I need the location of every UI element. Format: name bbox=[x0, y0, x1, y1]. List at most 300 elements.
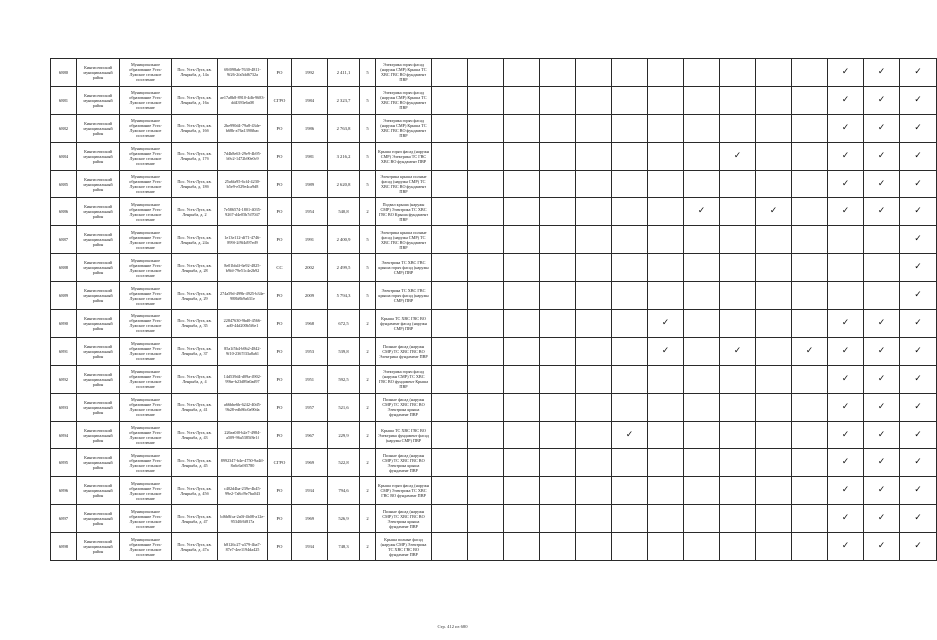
work-check-cell bbox=[468, 282, 504, 310]
row-number: 6884 bbox=[51, 142, 77, 170]
works-cell: Полные фасад (наружн СМР) ТС ХВС ГВС ВО Электрика фундамент ПВР bbox=[376, 337, 432, 365]
work-check-cell bbox=[756, 114, 792, 142]
year-cell: 1981 bbox=[292, 142, 328, 170]
work-check-cell bbox=[864, 282, 900, 310]
type-cell: РО bbox=[268, 533, 292, 561]
floors-cell: 5 bbox=[360, 282, 376, 310]
work-check-cell bbox=[432, 226, 468, 254]
year-cell: 1991 bbox=[292, 226, 328, 254]
guid-cell: ae17a8b8-8910-4db-9683-dd4393e6a08 bbox=[218, 86, 268, 114]
checkmark-icon: ✓ bbox=[841, 429, 850, 440]
work-check-cell bbox=[504, 254, 540, 282]
type-cell: СГРО bbox=[268, 86, 292, 114]
table-row bbox=[51, 198, 937, 226]
guid-cell: c402d4ba-239e-4b45-99e2-7a8cf9e7ba043 bbox=[218, 477, 268, 505]
settlement-cell: Муниципальное образование Усть-Лужское сельское поселение bbox=[120, 254, 172, 282]
year-cell: 1934 bbox=[292, 533, 328, 561]
work-check-cell bbox=[828, 282, 864, 310]
work-check-cell bbox=[540, 505, 576, 533]
work-check-cell bbox=[540, 365, 576, 393]
type-cell: РО bbox=[268, 198, 292, 226]
type-cell: РО bbox=[268, 282, 292, 310]
work-check-cell bbox=[864, 198, 900, 226]
work-check-cell bbox=[612, 505, 648, 533]
work-check-cell bbox=[504, 142, 540, 170]
work-check-cell bbox=[684, 393, 720, 421]
work-check-cell bbox=[468, 449, 504, 477]
work-check-cell bbox=[648, 421, 684, 449]
work-check-cell bbox=[864, 365, 900, 393]
guid-cell: 22847630-9bd0-4566-ad0-44d200b5f6e1 bbox=[218, 310, 268, 338]
year-cell: 1954 bbox=[292, 198, 328, 226]
work-check-cell bbox=[792, 533, 828, 561]
work-check-cell bbox=[828, 505, 864, 533]
checkmark-icon: ✓ bbox=[841, 178, 850, 189]
year-cell: 1969 bbox=[292, 449, 328, 477]
settlement-cell: Муниципальное образование Усть-Лужское сельское поселение bbox=[120, 393, 172, 421]
type-cell: РО bbox=[268, 365, 292, 393]
work-check-cell bbox=[900, 533, 937, 561]
works-cell: Электрика крыша полные фасад (наружн СМР) ТС ХВС ГВС ВО фундамент ПВР bbox=[376, 226, 432, 254]
area-cell: 229,9 bbox=[328, 421, 360, 449]
checkmark-icon: ✓ bbox=[877, 94, 886, 105]
work-check-cell bbox=[828, 142, 864, 170]
address-cell: Пос. Усть-Луга, кв. Ленрыба, д. 41 bbox=[172, 393, 218, 421]
work-check-cell bbox=[612, 198, 648, 226]
year-cell: 1969 bbox=[292, 505, 328, 533]
work-check-cell bbox=[648, 337, 684, 365]
work-check-cell bbox=[468, 310, 504, 338]
row-number: 6882 bbox=[51, 114, 77, 142]
area-cell: 2 411,1 bbox=[328, 59, 360, 87]
district-cell: Кингисеппский муниципальный район bbox=[77, 254, 120, 282]
work-check-cell bbox=[648, 505, 684, 533]
work-check-cell bbox=[720, 254, 756, 282]
work-check-cell bbox=[792, 282, 828, 310]
row-number: 6888 bbox=[51, 254, 77, 282]
work-check-cell bbox=[792, 505, 828, 533]
floors-cell: 5 bbox=[360, 59, 376, 87]
work-check-cell bbox=[720, 365, 756, 393]
work-check-cell bbox=[864, 337, 900, 365]
checkmark-icon: ✓ bbox=[914, 457, 922, 468]
work-check-cell bbox=[828, 59, 864, 87]
work-check-cell bbox=[684, 86, 720, 114]
checkmark-icon: ✓ bbox=[841, 373, 850, 384]
work-check-cell bbox=[648, 393, 684, 421]
year-cell: 2002 bbox=[292, 254, 328, 282]
work-check-cell bbox=[648, 533, 684, 561]
table-row bbox=[51, 86, 937, 114]
work-check-cell bbox=[576, 505, 612, 533]
table-row bbox=[51, 282, 937, 310]
area-cell: 522,8 bbox=[328, 449, 360, 477]
work-check-cell bbox=[828, 114, 864, 142]
work-check-cell bbox=[432, 421, 468, 449]
area-cell: 5 794,3 bbox=[328, 282, 360, 310]
work-check-cell bbox=[684, 170, 720, 198]
work-check-cell bbox=[648, 477, 684, 505]
work-check-cell bbox=[576, 254, 612, 282]
type-cell: РО bbox=[268, 310, 292, 338]
work-check-cell bbox=[684, 533, 720, 561]
checkmark-icon: ✓ bbox=[877, 178, 886, 189]
work-check-cell bbox=[792, 198, 828, 226]
work-check-cell bbox=[828, 310, 864, 338]
work-check-cell bbox=[756, 282, 792, 310]
work-check-cell bbox=[612, 282, 648, 310]
address-cell: Пос. Усть-Луга, кв. Ленрыба, д. 35 bbox=[172, 310, 218, 338]
work-check-cell bbox=[756, 449, 792, 477]
work-check-cell bbox=[504, 337, 540, 365]
year-cell: 1992 bbox=[292, 59, 328, 87]
work-check-cell bbox=[540, 114, 576, 142]
work-check-cell bbox=[432, 114, 468, 142]
checkmark-icon: ✓ bbox=[877, 373, 886, 384]
work-check-cell bbox=[612, 533, 648, 561]
work-check-cell bbox=[540, 393, 576, 421]
floors-cell: 5 bbox=[360, 86, 376, 114]
row-number: 6895 bbox=[51, 449, 77, 477]
type-cell: РО bbox=[268, 59, 292, 87]
checkmark-icon: ✓ bbox=[841, 122, 850, 133]
work-check-cell bbox=[864, 533, 900, 561]
work-check-cell bbox=[576, 533, 612, 561]
work-check-cell bbox=[648, 114, 684, 142]
work-check-cell bbox=[828, 86, 864, 114]
floors-cell: 2 bbox=[360, 421, 376, 449]
work-check-cell bbox=[864, 477, 900, 505]
work-check-cell bbox=[612, 226, 648, 254]
work-check-cell bbox=[720, 505, 756, 533]
work-check-cell bbox=[684, 310, 720, 338]
guid-cell: 2be990d4-79a8-43de-b68b-a76a1390fbac bbox=[218, 114, 268, 142]
type-cell: СС bbox=[268, 254, 292, 282]
work-check-cell bbox=[504, 533, 540, 561]
works-cell: Электрика ТС ХВС ГВС крыша горяч фасад (наружн СМР) ПВР bbox=[376, 254, 432, 282]
district-cell: Кингисеппский муниципальный район bbox=[77, 505, 120, 533]
work-check-cell bbox=[864, 254, 900, 282]
work-check-cell bbox=[792, 477, 828, 505]
row-number: 6890 bbox=[51, 310, 77, 338]
work-check-cell bbox=[648, 59, 684, 87]
district-cell: Кингисеппский муниципальный район bbox=[77, 282, 120, 310]
works-cell: Полные фасад (наружн СМР) ТС ХВС ГВС ВО Электрика крыша фундамент ПВР bbox=[376, 505, 432, 533]
table-row bbox=[51, 449, 937, 477]
work-check-cell bbox=[504, 477, 540, 505]
works-cell: Крыша ТС ХВС ГВС ВО фундамент фасад (наружн СМР) ПВР bbox=[376, 310, 432, 338]
type-cell: РО bbox=[268, 393, 292, 421]
checkmark-icon: ✓ bbox=[841, 485, 850, 496]
work-check-cell bbox=[648, 310, 684, 338]
checkmark-icon: ✓ bbox=[914, 485, 922, 496]
floors-cell: 2 bbox=[360, 365, 376, 393]
settlement-cell: Муниципальное образование Усть-Лужское сельское поселение bbox=[120, 59, 172, 87]
row-number: 6881 bbox=[51, 86, 77, 114]
work-check-cell bbox=[504, 282, 540, 310]
checkmark-icon: ✓ bbox=[697, 206, 706, 217]
floors-cell: 2 bbox=[360, 505, 376, 533]
work-check-cell bbox=[756, 533, 792, 561]
work-check-cell bbox=[504, 86, 540, 114]
area-cell: 2 763,8 bbox=[328, 114, 360, 142]
work-check-cell bbox=[648, 198, 684, 226]
work-check-cell bbox=[720, 282, 756, 310]
work-check-cell bbox=[468, 365, 504, 393]
work-check-cell bbox=[504, 310, 540, 338]
address-cell: Пос. Усть-Луга, кв. Ленрыба, д. 37 bbox=[172, 337, 218, 365]
checkmark-icon: ✓ bbox=[877, 541, 886, 552]
work-check-cell bbox=[756, 170, 792, 198]
settlement-cell: Муниципальное образование Усть-Лужское сельское поселение bbox=[120, 477, 172, 505]
work-check-cell bbox=[504, 449, 540, 477]
work-check-cell bbox=[792, 337, 828, 365]
work-check-cell bbox=[468, 59, 504, 87]
address-cell: Пос. Усть-Луга, кв. Ленрыба, д. 45б bbox=[172, 477, 218, 505]
work-check-cell bbox=[720, 142, 756, 170]
work-check-cell bbox=[756, 226, 792, 254]
year-cell: 1986 bbox=[292, 114, 328, 142]
work-check-cell bbox=[612, 310, 648, 338]
work-check-cell bbox=[828, 337, 864, 365]
type-cell: РО bbox=[268, 170, 292, 198]
work-check-cell bbox=[468, 198, 504, 226]
work-check-cell bbox=[540, 226, 576, 254]
address-cell: Пос. Усть-Луга, кв. Ленрыба, д. 29 bbox=[172, 282, 218, 310]
floors-cell: 2 bbox=[360, 393, 376, 421]
work-check-cell bbox=[756, 142, 792, 170]
table-row bbox=[51, 226, 937, 254]
work-check-cell bbox=[792, 226, 828, 254]
work-check-cell bbox=[648, 365, 684, 393]
work-check-cell bbox=[540, 59, 576, 87]
work-check-cell bbox=[504, 170, 540, 198]
work-check-cell bbox=[504, 393, 540, 421]
checkmark-icon: ✓ bbox=[877, 66, 886, 77]
work-check-cell bbox=[612, 393, 648, 421]
work-check-cell bbox=[720, 86, 756, 114]
work-check-cell bbox=[648, 226, 684, 254]
settlement-cell: Муниципальное образование Усть-Лужское сельское поселение bbox=[120, 142, 172, 170]
work-check-cell bbox=[540, 477, 576, 505]
work-check-cell bbox=[900, 477, 937, 505]
settlement-cell: Муниципальное образование Усть-Лужское сельское поселение bbox=[120, 226, 172, 254]
row-number: 6880 bbox=[51, 59, 77, 87]
checkmark-icon: ✓ bbox=[625, 429, 634, 440]
row-number: 6885 bbox=[51, 170, 77, 198]
checkmark-icon: ✓ bbox=[877, 485, 886, 496]
district-cell: Кингисеппский муниципальный район bbox=[77, 533, 120, 561]
table-row bbox=[51, 142, 937, 170]
work-check-cell bbox=[432, 533, 468, 561]
district-cell: Кингисеппский муниципальный район bbox=[77, 393, 120, 421]
settlement-cell: Муниципальное образование Усть-Лужское сельское поселение bbox=[120, 505, 172, 533]
work-check-cell bbox=[432, 170, 468, 198]
work-check-cell bbox=[540, 198, 576, 226]
work-check-cell bbox=[720, 310, 756, 338]
work-check-cell bbox=[900, 310, 937, 338]
type-cell: РО bbox=[268, 421, 292, 449]
register-table bbox=[50, 58, 937, 561]
work-check-cell bbox=[828, 477, 864, 505]
checkmark-icon: ✓ bbox=[877, 122, 886, 133]
checkmark-icon: ✓ bbox=[914, 513, 922, 524]
work-check-cell bbox=[864, 505, 900, 533]
work-check-cell bbox=[540, 282, 576, 310]
district-cell: Кингисеппский муниципальный район bbox=[77, 226, 120, 254]
work-check-cell bbox=[864, 142, 900, 170]
guid-cell: 226ea0f0-b2e7-4984-a509-96a5385f8e1f bbox=[218, 421, 268, 449]
checkmark-icon: ✓ bbox=[914, 66, 922, 77]
work-check-cell bbox=[828, 226, 864, 254]
checkmark-icon: ✓ bbox=[733, 345, 742, 356]
checkmark-icon: ✓ bbox=[914, 317, 922, 328]
works-cell: Электрика горяч фасад (наружн СМР) Крыша ТС ХВС ГВС ВО фундамент ПВР bbox=[376, 59, 432, 87]
work-check-cell bbox=[540, 254, 576, 282]
work-check-cell bbox=[720, 477, 756, 505]
work-check-cell bbox=[576, 114, 612, 142]
work-check-cell bbox=[576, 198, 612, 226]
work-check-cell bbox=[576, 170, 612, 198]
work-check-cell bbox=[900, 282, 937, 310]
checkmark-icon: ✓ bbox=[914, 94, 922, 105]
checkmark-icon: ✓ bbox=[914, 150, 922, 161]
work-check-cell bbox=[612, 254, 648, 282]
work-check-cell bbox=[612, 449, 648, 477]
checkmark-icon: ✓ bbox=[841, 457, 850, 468]
row-number: 6893 bbox=[51, 393, 77, 421]
work-check-cell bbox=[684, 337, 720, 365]
table-row bbox=[51, 421, 937, 449]
floors-cell: 2 bbox=[360, 310, 376, 338]
address-cell: Пос. Усть-Луга, кв. Ленрыба, д. 18б bbox=[172, 170, 218, 198]
address-cell: Пос. Усть-Луга, кв. Ленрыба, д. 45 bbox=[172, 449, 218, 477]
address-cell: Пос. Усть-Луга, кв. Ленрыба, д. 16б bbox=[172, 114, 218, 142]
work-check-cell bbox=[684, 226, 720, 254]
table-row bbox=[51, 533, 937, 561]
area-cell: 794,6 bbox=[328, 477, 360, 505]
year-cell: 2009 bbox=[292, 282, 328, 310]
area-cell: 2 499,5 bbox=[328, 254, 360, 282]
work-check-cell bbox=[756, 393, 792, 421]
work-check-cell bbox=[864, 226, 900, 254]
work-check-cell bbox=[720, 449, 756, 477]
work-check-cell bbox=[648, 170, 684, 198]
row-number: 6891 bbox=[51, 337, 77, 365]
work-check-cell bbox=[468, 170, 504, 198]
checkmark-icon: ✓ bbox=[733, 150, 742, 161]
work-check-cell bbox=[648, 86, 684, 114]
work-check-cell bbox=[720, 114, 756, 142]
work-check-cell bbox=[828, 393, 864, 421]
type-cell: РО bbox=[268, 226, 292, 254]
work-check-cell bbox=[504, 198, 540, 226]
type-cell: СГРО bbox=[268, 449, 292, 477]
address-cell: Пос. Усть-Луга, кв. Ленрыба, д. 2 bbox=[172, 198, 218, 226]
work-check-cell bbox=[684, 421, 720, 449]
works-cell: Подвал крыша (наружн СМР) Электрика ТС ХВС ГВС ВО Крыша фундамент ПВР bbox=[376, 198, 432, 226]
row-number: 6894 bbox=[51, 421, 77, 449]
work-check-cell bbox=[684, 505, 720, 533]
work-check-cell bbox=[576, 86, 612, 114]
checkmark-icon: ✓ bbox=[914, 373, 922, 384]
checkmark-icon: ✓ bbox=[877, 345, 886, 356]
checkmark-icon: ✓ bbox=[841, 150, 850, 161]
guid-cell: 1e13e112-df71-4746-899f-2f9f4d97ed9 bbox=[218, 226, 268, 254]
checkmark-icon: ✓ bbox=[841, 541, 850, 552]
checkmark-icon: ✓ bbox=[914, 262, 922, 273]
work-check-cell bbox=[432, 142, 468, 170]
work-check-cell bbox=[864, 421, 900, 449]
work-check-cell bbox=[792, 421, 828, 449]
work-check-cell bbox=[900, 337, 937, 365]
work-check-cell bbox=[576, 337, 612, 365]
works-cell: Полные фасад (наружн СМР) ТС ХВС ГВС ВО Электрика крыша фундамент ПВР bbox=[376, 449, 432, 477]
work-check-cell bbox=[432, 505, 468, 533]
work-check-cell bbox=[468, 421, 504, 449]
work-check-cell bbox=[540, 533, 576, 561]
work-check-cell bbox=[792, 142, 828, 170]
year-cell: 1989 bbox=[292, 170, 328, 198]
work-check-cell bbox=[864, 393, 900, 421]
settlement-cell: Муниципальное образование Усть-Лужское сельское поселение bbox=[120, 310, 172, 338]
district-cell: Кингисеппский муниципальный район bbox=[77, 114, 120, 142]
floors-cell: 2 bbox=[360, 198, 376, 226]
settlement-cell: Муниципальное образование Усть-Лужское сельское поселение bbox=[120, 198, 172, 226]
table-row bbox=[51, 170, 937, 198]
table-row bbox=[51, 254, 937, 282]
work-check-cell bbox=[792, 449, 828, 477]
district-cell: Кингисеппский муниципальный район bbox=[77, 310, 120, 338]
settlement-cell: Муниципальное образование Усть-Лужское сельское поселение bbox=[120, 365, 172, 393]
floors-cell: 2 bbox=[360, 533, 376, 561]
area-cell: 2 323,7 bbox=[328, 86, 360, 114]
work-check-cell bbox=[540, 449, 576, 477]
work-check-cell bbox=[900, 505, 937, 533]
checkmark-icon: ✓ bbox=[841, 345, 850, 356]
work-check-cell bbox=[900, 254, 937, 282]
checkmark-icon: ✓ bbox=[914, 290, 922, 301]
floors-cell: 5 bbox=[360, 142, 376, 170]
work-check-cell bbox=[792, 310, 828, 338]
table-row bbox=[51, 505, 937, 533]
district-cell: Кингисеппский муниципальный район bbox=[77, 337, 120, 365]
row-number: 6887 bbox=[51, 226, 77, 254]
row-number: 6896 bbox=[51, 477, 77, 505]
work-check-cell bbox=[756, 365, 792, 393]
table-row bbox=[51, 310, 937, 338]
settlement-cell: Муниципальное образование Усть-Лужское сельское поселение bbox=[120, 533, 172, 561]
floors-cell: 5 bbox=[360, 254, 376, 282]
guid-cell: a66bbe6b-6242-40d5-9b28-edb86c0a90da bbox=[218, 393, 268, 421]
work-check-cell bbox=[828, 254, 864, 282]
work-check-cell bbox=[468, 505, 504, 533]
checkmark-icon: ✓ bbox=[661, 345, 670, 356]
work-check-cell bbox=[720, 59, 756, 87]
type-cell: РО bbox=[268, 114, 292, 142]
area-cell: 672,5 bbox=[328, 310, 360, 338]
year-cell: 1984 bbox=[292, 86, 328, 114]
district-cell: Кингисеппский муниципальный район bbox=[77, 449, 120, 477]
address-cell: Пос. Усть-Луга, кв. Ленрыба, д. 43 bbox=[172, 421, 218, 449]
work-check-cell bbox=[828, 449, 864, 477]
type-cell: РО bbox=[268, 337, 292, 365]
checkmark-icon: ✓ bbox=[877, 513, 886, 524]
floors-cell: 5 bbox=[360, 226, 376, 254]
work-check-cell bbox=[684, 114, 720, 142]
work-check-cell bbox=[504, 421, 540, 449]
work-check-cell bbox=[756, 310, 792, 338]
